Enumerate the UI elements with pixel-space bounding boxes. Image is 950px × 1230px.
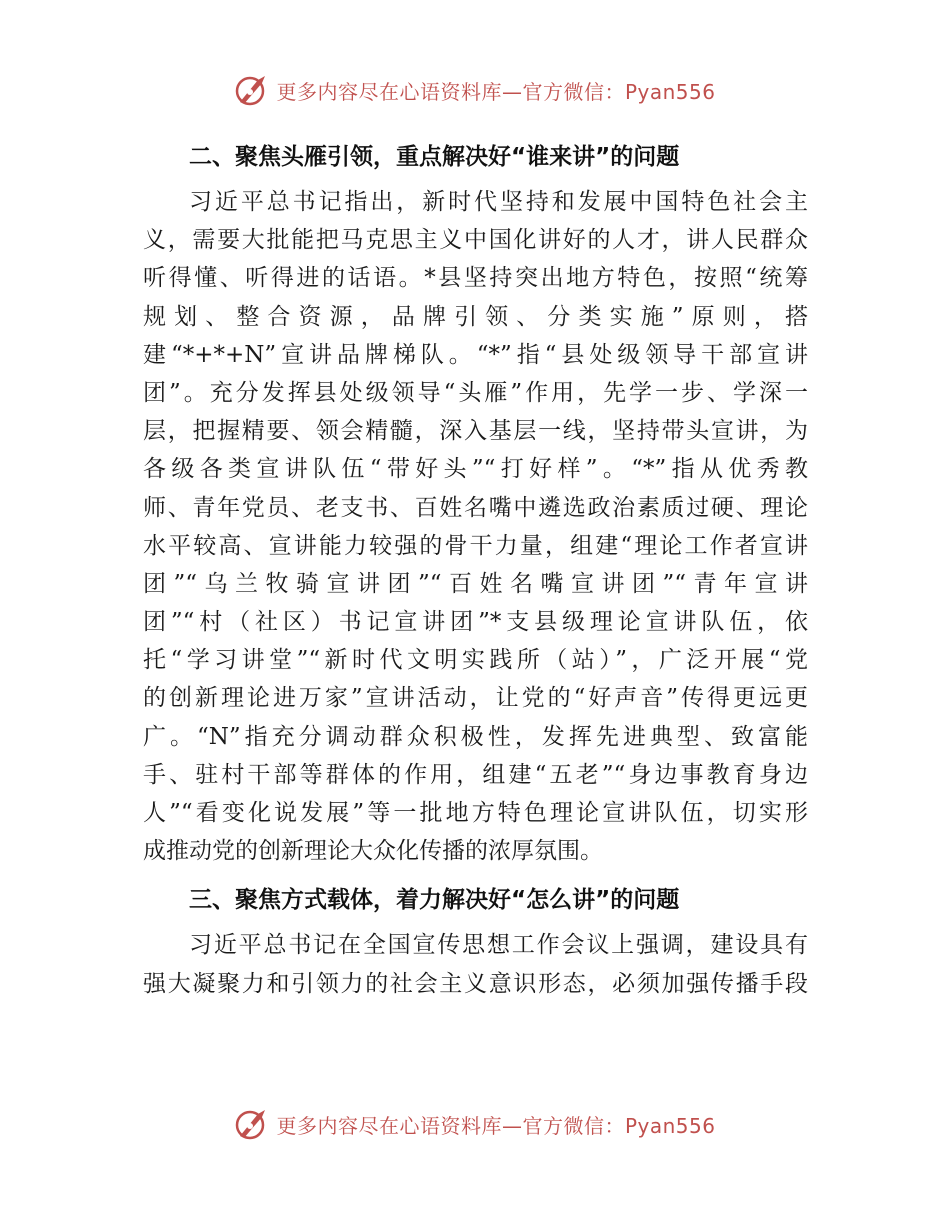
section-heading: 三、聚焦方式载体，着力解决好“怎么讲”的问题	[189, 887, 680, 914]
paragraph-line: 建“*+*+N”宣讲品牌梯队。“*”指“县处级领导干部宣讲	[143, 341, 808, 368]
paragraph-line: 人”“看变化说发展”等一批地方特色理论宣讲队伍，切实形	[143, 800, 808, 826]
paragraph-line: 水平较高、宣讲能力较强的骨干力量，组建“理论工作者宣讲	[143, 532, 808, 559]
paragraph-line: 的创新理论进万家”宣讲活动，让党的“好声音”传得更远更	[143, 685, 808, 712]
paragraph-line: 义，需要大批能把马克思主义中国化讲好的人才，讲人民群众	[143, 227, 808, 254]
paragraph-line: 师、青年党员、老支书、百姓名嘴中遴选政治素质过硬、理论	[143, 494, 808, 521]
footer-banner	[0, 1104, 950, 1144]
paragraph-line: 成推动党的创新理论大众化传播的浓厚氛围。	[143, 838, 603, 865]
paragraph-line: 广。“N”指充分调动群众积极性，发挥先进典型、致富能	[143, 723, 808, 750]
paragraph-line: 强大凝聚力和引领力的社会主义意识形态，必须加强传播手段	[143, 970, 808, 997]
header-banner	[0, 70, 950, 110]
paragraph-line: 团”“村（社区）书记宣讲团”*支县级理论宣讲队伍，依	[143, 609, 808, 636]
paragraph-line: 团”。充分发挥县处级领导“头雁”作用，先学一步、学深一	[143, 379, 808, 406]
paragraph-line: 听得懂、听得进的话语。*县坚持突出地方特色，按照“统筹	[143, 265, 808, 292]
paragraph-line: 层，把握精要、领会精髓，深入基层一线，坚持带头宣讲，为	[143, 418, 808, 445]
paragraph-line: 团”“乌兰牧骑宣讲团”“百姓名嘴宣讲团”“青年宣讲	[143, 570, 808, 597]
paragraph-line: 习近平总书记指出，新时代坚持和发展中国特色社会主	[189, 189, 808, 215]
paragraph-line: 习近平总书记在全国宣传思想工作会议上强调，建设具有	[189, 932, 808, 959]
paragraph-line: 手、驻村干部等群体的作用，组建“五老”“身边事教育身边	[143, 761, 808, 788]
document-body	[143, 131, 808, 1003]
section-paragraph	[143, 183, 808, 870]
pen-nib-circle-icon	[234, 1106, 270, 1142]
section-heading: 二、聚焦头雁引领，重点解决好“谁来讲”的问题	[189, 144, 680, 170]
banner-text: 更多内容尽在心语资料库—官方微信：Pyan556	[276, 1113, 716, 1138]
pen-nib-circle-icon	[234, 72, 270, 108]
section-paragraph	[143, 926, 808, 1002]
banner-text: 更多内容尽在心语资料库—官方微信：Pyan556	[276, 79, 716, 104]
paragraph-line: 托“学习讲堂”“新时代文明实践所（站）”，广泛开展“党	[143, 647, 808, 674]
paragraph-line: 各级各类宣讲队伍“带好头”“打好样”。“*”指从优秀教	[143, 456, 808, 483]
paragraph-line: 规划、整合资源，品牌引领、分类实施”原则，搭	[143, 303, 808, 330]
